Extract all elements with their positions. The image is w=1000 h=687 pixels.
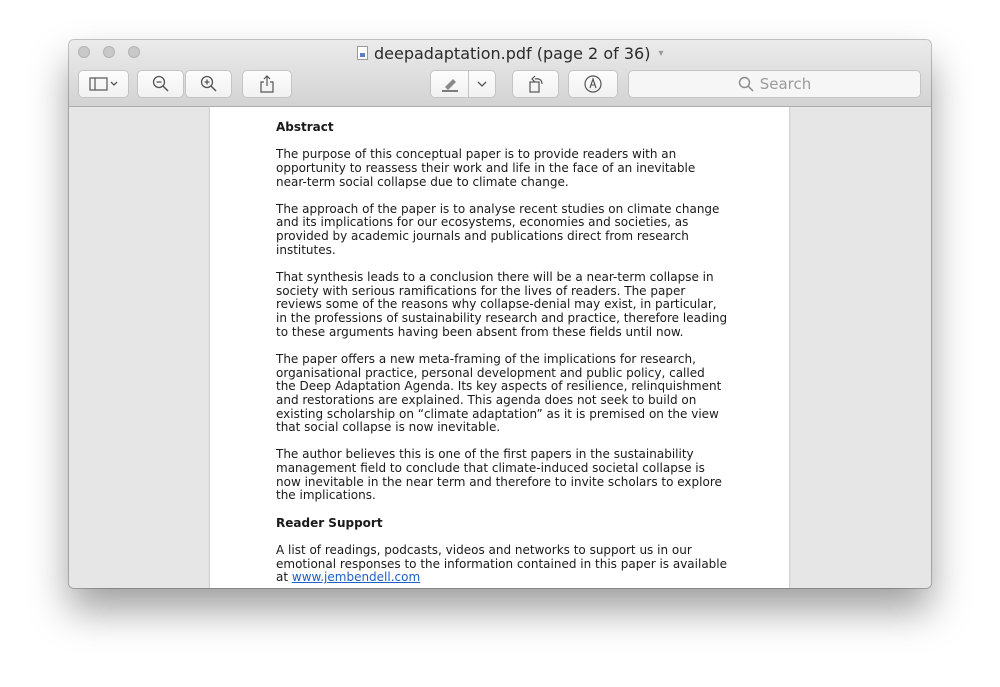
abstract-heading: Abstract xyxy=(276,120,334,134)
close-button[interactable] xyxy=(78,46,90,58)
highlight-button[interactable] xyxy=(430,70,496,98)
zoom-button[interactable] xyxy=(128,46,140,58)
jembendell-link[interactable]: www.jembendell.com xyxy=(291,570,421,585)
chevron-down-icon xyxy=(477,80,487,88)
reader-support-text: A list of readings, podcasts, videos and networks to support us in our emotional responses to the information contained in this paper is available at xyxy=(276,542,728,585)
minimize-button[interactable] xyxy=(103,46,115,58)
highlighter-icon xyxy=(440,76,460,92)
abstract-paragraph: The approach of the paper is to analyse recent studies on climate change and its implications for our ecosystems, economies and societies, as provided by academic journals and publications direct from research institutes. xyxy=(276,201,720,257)
chevron-down-icon[interactable]: ▾ xyxy=(658,47,664,59)
markup-icon xyxy=(583,74,603,94)
abstract-paragraph: The purpose of this conceptual paper is to provide readers with an opportunity to reassess their work and life in the face of an inevitable near-term social collapse due to climate change. xyxy=(276,147,696,189)
titlebar xyxy=(69,40,931,107)
document-viewer[interactable] xyxy=(69,107,931,588)
share-icon xyxy=(259,75,275,93)
zoom-out-icon xyxy=(152,75,170,93)
zoom-out-button[interactable] xyxy=(137,70,184,98)
zoom-in-button[interactable] xyxy=(185,70,232,98)
sidebar-button[interactable] xyxy=(78,70,129,98)
highlight-menu[interactable] xyxy=(469,80,495,88)
pdf-page[interactable] xyxy=(210,107,789,588)
pdf-file-icon xyxy=(357,46,368,60)
abstract-paragraph: The author believes this is one of the first papers in the sustainability management field to conclude that climate-induced societal collapse is now inevitable in the near term and therefore to invite scholars to explore the implications. xyxy=(276,447,722,503)
search-icon xyxy=(738,76,754,92)
markup-button[interactable] xyxy=(568,70,618,98)
zoom-in-icon xyxy=(200,75,218,93)
rotate-icon xyxy=(527,75,545,93)
page-text xyxy=(276,121,728,588)
abstract-paragraph: That synthesis leads to a conclusion there will be a near-term collapse in society with serious ramifications for the lives of readers. The paper reviews some of the reasons why collapse-denial may exist, in particular, in the professions of sustainability research and practice, therefore leading to these arguments having been absent from these fields until now. xyxy=(276,270,728,339)
sidebar-icon xyxy=(89,77,119,91)
window-title-text: deepadaptation.pdf (page 2 of 36) xyxy=(374,43,651,63)
share-button[interactable] xyxy=(242,70,292,98)
reader-support-paragraph xyxy=(276,544,728,585)
search-placeholder: Search xyxy=(759,75,812,93)
window-title[interactable] xyxy=(357,42,663,64)
preview-window xyxy=(69,40,931,588)
rotate-button[interactable] xyxy=(512,70,559,98)
reader-support-heading: Reader Support xyxy=(276,515,383,530)
search-field[interactable] xyxy=(628,70,921,98)
abstract-paragraph: The paper offers a new meta-framing of the implications for research, organisational practice, personal development and public policy, called the Deep Adaptation Agenda. Its key aspects of resilience, relinquishment and restorations are explained. This agenda does not seek to build on existing scholarship on “climate adaptation” as it is premised on the view that social collapse is now inevitable. xyxy=(276,351,722,435)
highlight-main[interactable] xyxy=(431,76,468,92)
